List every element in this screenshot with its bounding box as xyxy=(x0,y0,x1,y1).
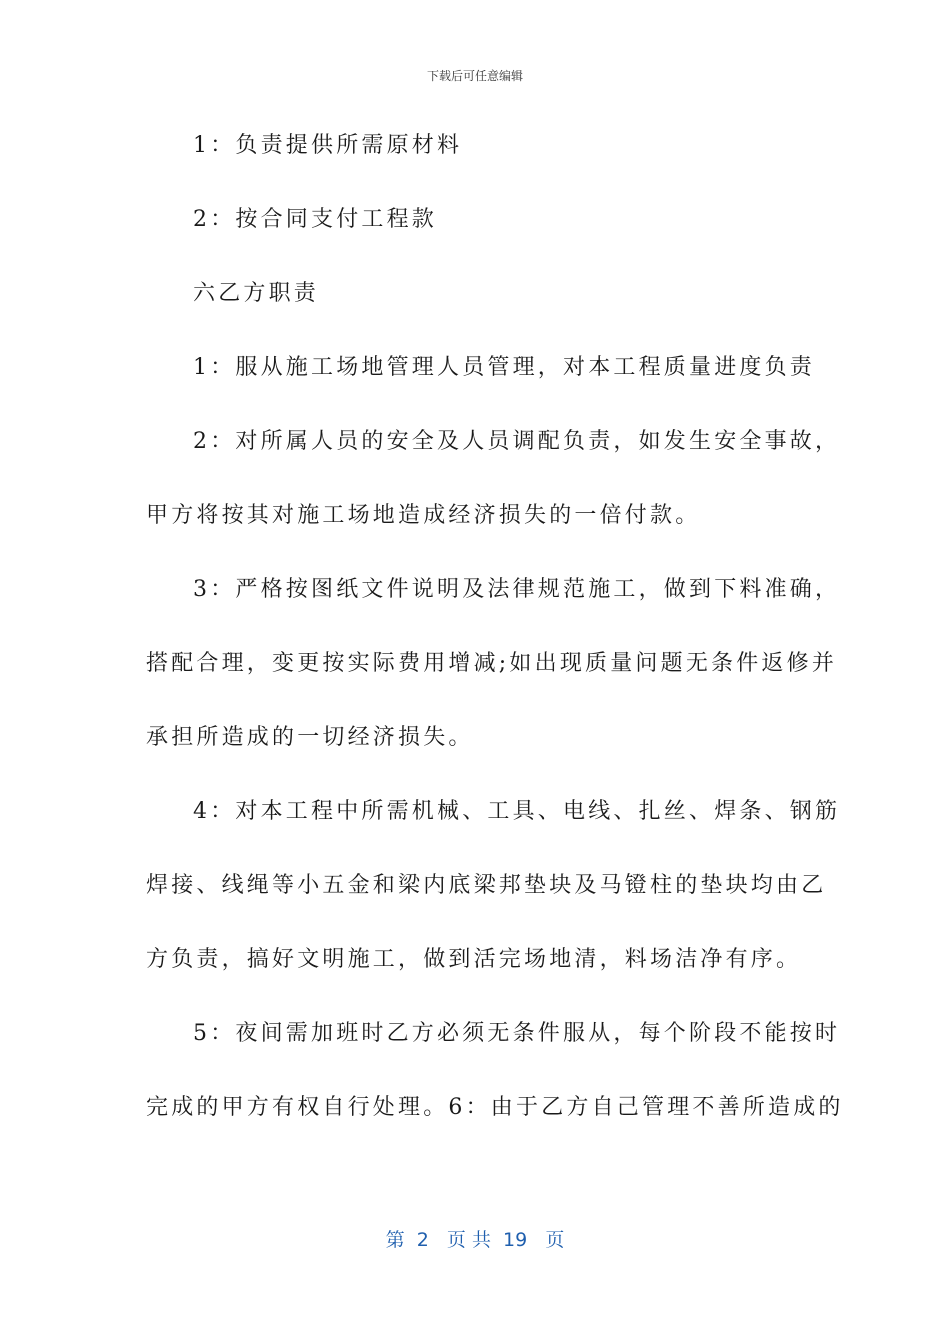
header-note: 下载后可任意编辑 xyxy=(426,69,523,83)
paragraph-line: 2：按合同支付工程款 xyxy=(193,207,437,232)
document-body xyxy=(146,124,844,1160)
paragraph-line: 3：严格按图纸文件说明及法律规范施工，做到下料准确， xyxy=(193,577,841,602)
page-number-footer: 第 2 页 共 19 页 xyxy=(385,1229,565,1251)
paragraph-line: 焊接、线绳等小五金和梁内底梁邦垫块及马镫柱的垫块均由乙 xyxy=(146,873,827,898)
paragraph-line: 1：负责提供所需原材料 xyxy=(193,133,463,158)
paragraph-line: 甲方将按其对施工场地造成经济损失的一倍付款。 xyxy=(146,503,701,528)
paragraph-line: 5：夜间需加班时乙方必须无条件服从，每个阶段不能按时 xyxy=(193,1021,841,1046)
paragraph-line: 搭配合理，变更按实际费用增减;如出现质量问题无条件返修并 xyxy=(146,651,838,676)
paragraph-line: 方负责，搞好文明施工，做到活完场地清，料场洁净有序。 xyxy=(146,947,802,972)
paragraph-line: 4：对本工程中所需机械、工具、电线、扎丝、焊条、钢筋 xyxy=(193,799,841,824)
paragraph-line: 承担所造成的一切经济损失。 xyxy=(146,725,474,750)
paragraph-line: 2：对所属人员的安全及人员调配负责，如发生安全事故， xyxy=(193,429,841,454)
paragraph-line: 完成的甲方有权自行处理。6：由于乙方自己管理不善所造成的 xyxy=(146,1095,844,1120)
paragraph-line: 1：服从施工场地管理人员管理，对本工程质量进度负责 xyxy=(193,355,815,380)
section-heading: 六乙方职责 xyxy=(193,281,320,306)
